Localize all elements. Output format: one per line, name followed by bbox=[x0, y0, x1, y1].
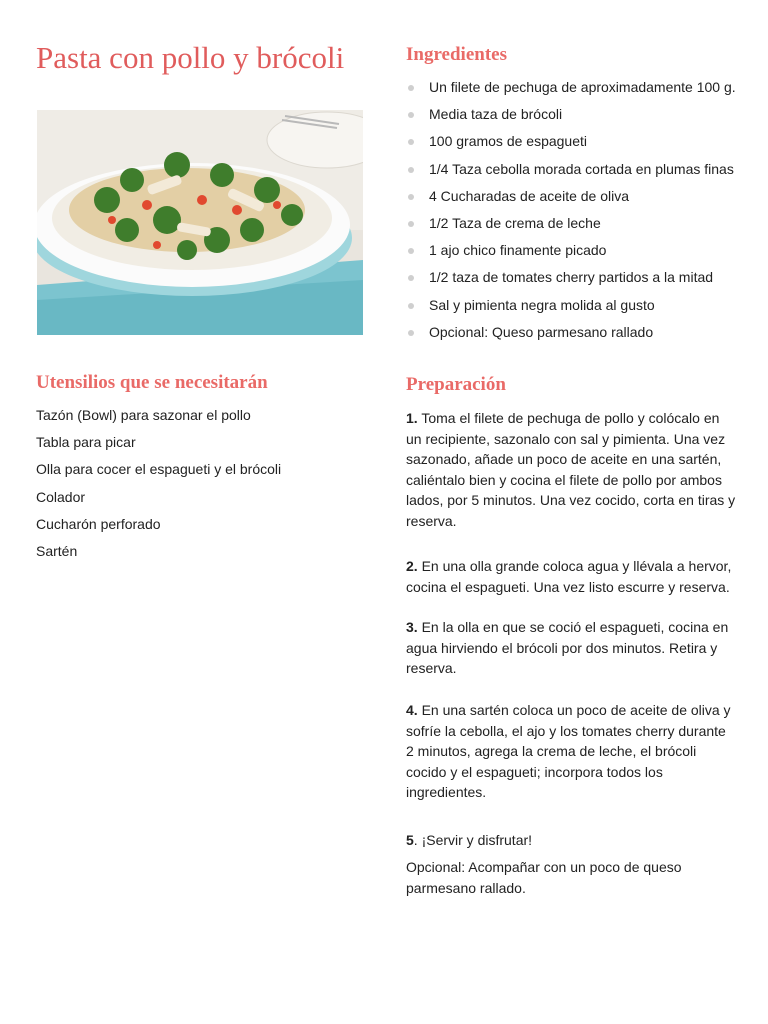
step-number: 4. bbox=[406, 702, 418, 718]
prep-step-3 bbox=[406, 617, 736, 679]
list-item: Tabla para picar bbox=[36, 434, 136, 451]
prep-step-1 bbox=[406, 408, 736, 531]
list-item: Media taza de brócoli bbox=[406, 102, 756, 129]
ingredients-heading: Ingredientes bbox=[406, 44, 507, 65]
step-number: 2. bbox=[406, 558, 418, 574]
list-item: 1/4 Taza cebolla morada cortada en plumas finas bbox=[406, 157, 756, 184]
step-text: En una sartén coloca un poco de aceite de oliva y sofríe la cebolla, el ajo y los tomates cherry durante 2 minutos, agrega la crema de leche, el brócoli cocido y el espagueti; incorpora todos los ingredientes. bbox=[406, 702, 731, 800]
step-text: En una olla grande coloca agua y llévala a hervor, cocina el espagueti. Una vez listo escurre y reserva. bbox=[406, 558, 732, 595]
list-item: Cucharón perforado bbox=[36, 515, 161, 532]
list-item: Sal y pimienta negra molida al gusto bbox=[406, 293, 756, 320]
step-text: Toma el filete de pechuga de pollo y colócalo en un recipiente, sazonalo con sal y pimienta. Una vez sazonado, añade un poco de aceite en una sartén, caliéntalo bien y cocina el filete de pollo por ambos lados, por 5 minutos. Una vez cocido, corta en tiras y reserva. bbox=[406, 410, 736, 529]
prep-note: Opcional: Acompañar con un poco de queso parmesano rallado. bbox=[406, 859, 682, 896]
list-item: Colador bbox=[36, 488, 86, 505]
preparation-heading: Preparación bbox=[406, 374, 506, 395]
prep-step-4 bbox=[406, 700, 736, 803]
step-text: En la olla en que se coció el espagueti, cocina en agua hirviendo el brócoli por dos minutos. Retira y reserva. bbox=[406, 619, 729, 676]
tools-heading: Utensilios que se necesitarán bbox=[36, 372, 268, 393]
ingredients-list bbox=[406, 75, 756, 347]
step-number: 5 bbox=[406, 832, 414, 848]
list-item: 1 ajo chico finamente picado bbox=[406, 238, 756, 265]
step-number: 3. bbox=[406, 619, 418, 635]
list-item: 4 Cucharadas de aceite de oliva bbox=[406, 184, 756, 211]
list-item: Sartén bbox=[36, 543, 78, 560]
tools-list bbox=[36, 402, 366, 565]
list-item: Tazón (Bowl) para sazonar el pollo bbox=[36, 407, 251, 423]
recipe-title: Pasta con pollo y brócoli bbox=[36, 40, 345, 75]
list-item: Un filete de pechuga de aproximadamente 100 g. bbox=[406, 75, 756, 102]
list-item: Olla para cocer el espagueti y el brócoli bbox=[36, 461, 282, 478]
list-item: 100 gramos de espagueti bbox=[406, 129, 756, 156]
list-item: 1/2 Taza de crema de leche bbox=[406, 211, 756, 238]
prep-step-5 bbox=[406, 830, 736, 851]
step-text: . ¡Servir y disfrutar! bbox=[413, 832, 533, 848]
prep-step-2 bbox=[406, 556, 736, 597]
pasta-bowl-photo bbox=[37, 110, 363, 335]
step-number: 1. bbox=[406, 410, 418, 426]
list-item: 1/2 taza de tomates cherry partidos a la mitad bbox=[406, 265, 756, 292]
list-item: Opcional: Queso parmesano rallado bbox=[406, 320, 756, 347]
